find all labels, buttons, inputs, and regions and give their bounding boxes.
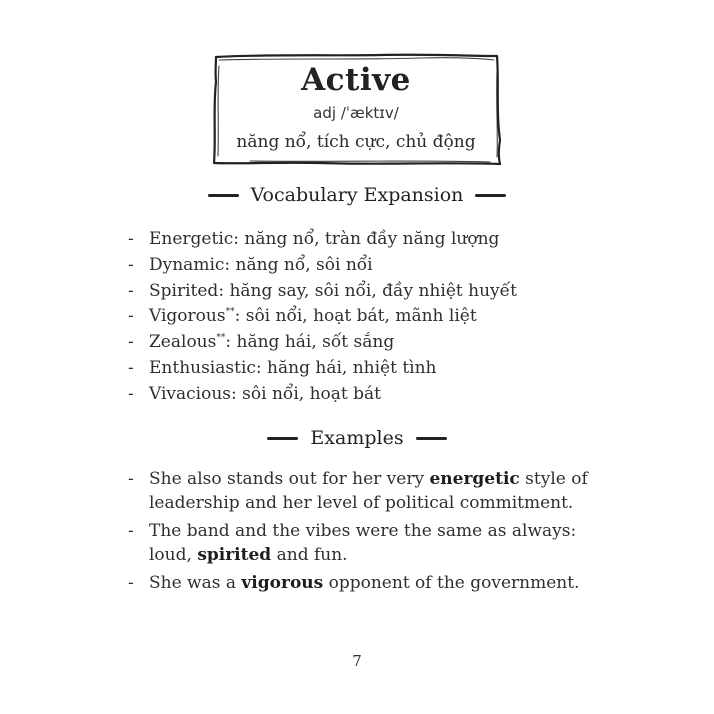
page-number: 7	[352, 652, 362, 670]
vocab-separator: :	[224, 254, 236, 275]
vocab-term: Energetic	[149, 229, 234, 249]
example-item	[128, 519, 598, 567]
vocab-definition: sôi nổi, hoạt bát, mãnh liệt	[245, 306, 477, 327]
example-text-after: style of leadership and her level of political commitment.	[149, 469, 588, 513]
list-dash: -	[128, 573, 134, 593]
vocab-item	[128, 227, 598, 253]
vocab-separator: :	[255, 357, 268, 378]
vocab-item	[128, 382, 598, 408]
heading-rule-right	[475, 194, 506, 197]
example-item	[128, 467, 598, 515]
example-text-after: opponent of the government.	[323, 573, 580, 593]
vocab-definition: hăng hái, nhiệt tình	[267, 357, 437, 378]
vocab-definition: năng nổ, tràn đầy năng lượng	[244, 229, 500, 249]
examples-list	[128, 467, 598, 599]
list-dash: -	[128, 357, 134, 378]
examples-heading-text: Examples	[310, 427, 404, 449]
vocabulary-list	[128, 227, 598, 408]
heading-rule-left	[208, 194, 239, 197]
example-text-before: She also stands out for her very	[149, 469, 430, 489]
headword-meaning: năng nổ, tích cực, chủ động	[236, 132, 476, 152]
vocab-definition: hăng hái, sốt sắng	[236, 332, 395, 353]
vocab-mark: **	[216, 333, 226, 344]
vocab-term: Spirited	[149, 280, 219, 301]
vocab-term: Dynamic	[149, 254, 225, 275]
vocab-item	[128, 304, 598, 330]
headword: Active	[301, 62, 411, 98]
vocab-term: Enthusiastic	[149, 357, 256, 378]
example-highlight: vigorous	[241, 573, 324, 593]
vocab-definition: sôi nổi, hoạt bát	[242, 383, 381, 404]
vocab-item	[128, 253, 598, 279]
vocabulary-section-heading	[0, 184, 714, 206]
vocab-separator: :	[231, 383, 243, 404]
vocab-separator: :	[234, 306, 246, 327]
list-dash: -	[128, 280, 134, 301]
list-dash: -	[128, 332, 134, 353]
example-highlight: energetic	[429, 469, 520, 489]
vocab-term: Vivacious	[149, 383, 232, 404]
word-title-box	[210, 52, 502, 168]
list-dash: -	[128, 469, 134, 489]
example-text-before: The band and the vibes were the same as always: loud,	[149, 521, 577, 565]
examples-section-heading	[0, 427, 714, 449]
vocab-separator: :	[218, 280, 230, 301]
list-dash: -	[128, 521, 134, 541]
vocab-separator: :	[233, 229, 245, 249]
vocab-term: Vigorous	[149, 306, 226, 327]
vocab-mark: **	[225, 307, 235, 318]
vocabulary-heading-text: Vocabulary Expansion	[250, 184, 464, 206]
list-dash: -	[128, 383, 134, 404]
example-highlight: spirited	[197, 545, 272, 565]
part-of-speech-pronunciation: adj /ˈæktɪv/	[313, 104, 399, 122]
vocab-item	[128, 279, 598, 305]
vocab-definition: năng nổ, sôi nổi	[235, 254, 373, 275]
vocab-separator: :	[225, 332, 237, 353]
vocab-definition: hăng say, sôi nổi, đầy nhiệt huyết	[229, 280, 517, 301]
example-text-before: She was a	[149, 573, 242, 593]
example-item	[128, 571, 598, 595]
heading-rule-right	[416, 437, 447, 440]
list-dash: -	[128, 306, 134, 327]
list-dash: -	[128, 254, 134, 275]
vocab-item	[128, 330, 598, 356]
heading-rule-left	[267, 437, 298, 440]
vocab-term: Zealous	[149, 332, 217, 353]
vocab-item	[128, 356, 598, 382]
example-text-after: and fun.	[271, 545, 348, 565]
list-dash: -	[128, 229, 134, 249]
